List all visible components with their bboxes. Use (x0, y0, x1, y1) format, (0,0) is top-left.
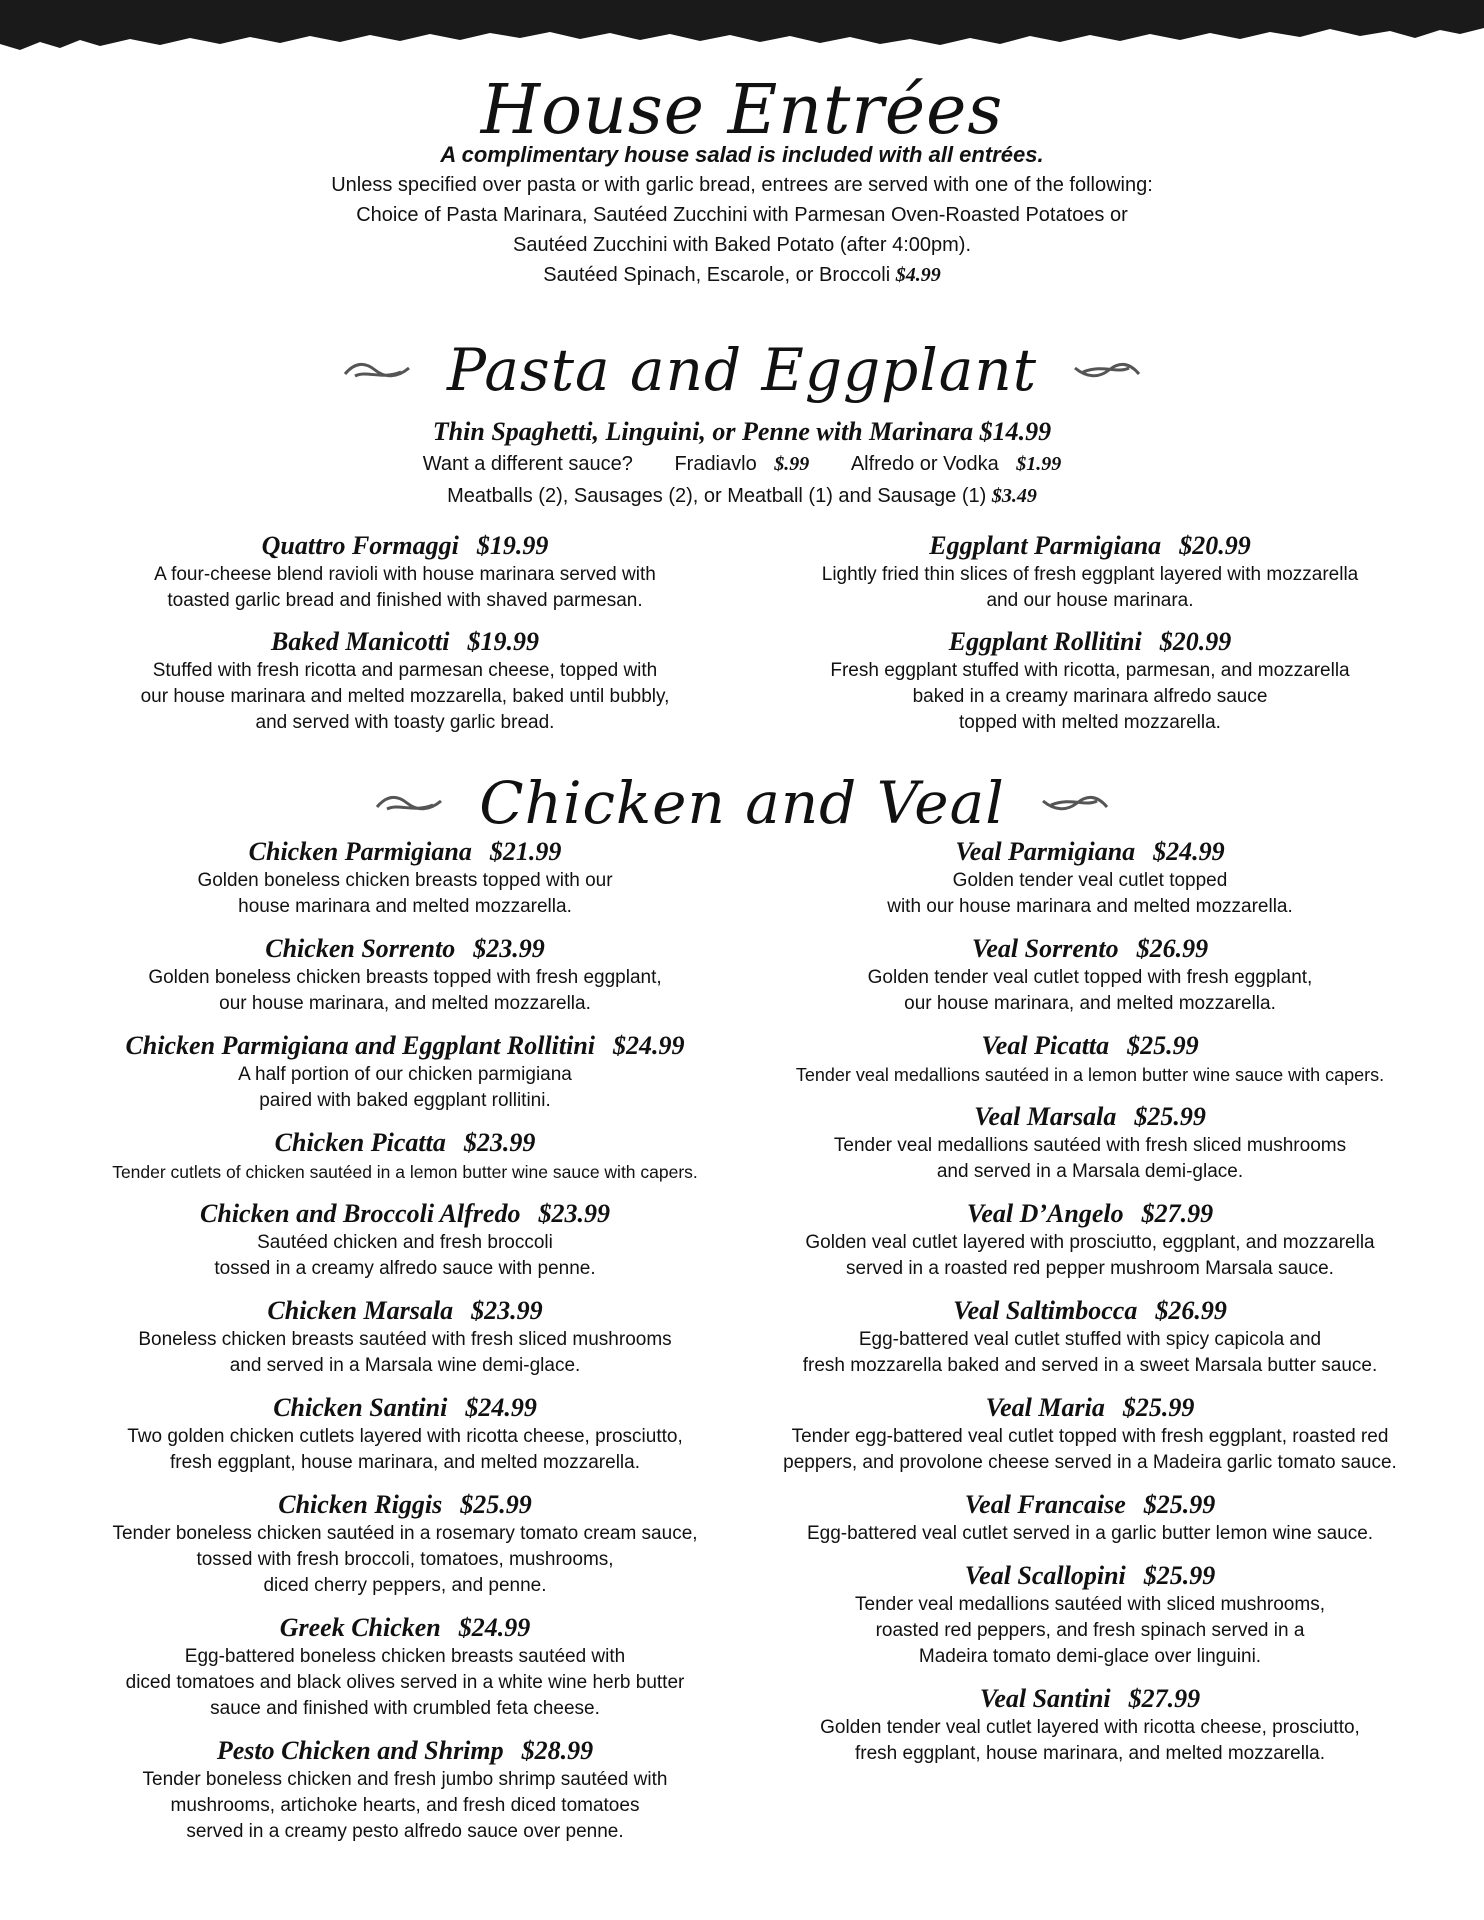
item-description: Stuffed with fresh ricotta and parmesan cheese, topped with our house marinara and melted mozzarella, baked until bubbly, and served with toasty garlic bread. (140, 660, 670, 733)
item-price: $25.99 (1143, 1490, 1216, 1519)
menu-item (740, 1101, 1440, 1185)
item-name: Greek Chicken (279, 1613, 441, 1642)
menu-item (60, 1392, 750, 1476)
item-price: $25.99 (1122, 1393, 1195, 1422)
item-name: Veal D’Angelo (966, 1199, 1124, 1228)
item-price: $20.99 (1179, 531, 1251, 560)
sauce-2-price: $1.99 (1016, 453, 1062, 475)
house-entrees-title: House Entrées (480, 71, 1004, 150)
item-description: Tender egg-battered veal cutlet topped with fresh eggplant, roasted red peppers, and provolone cheese served in a Madeira garlic tomato sauce. (783, 1426, 1397, 1473)
sauce-option-2 (839, 453, 1061, 475)
item-description: Egg-battered boneless chicken breasts sautéed with diced tomatoes and black olives served in a white wine herb butter sauce and finished with crumbled feta cheese. (125, 1646, 685, 1719)
menu-item (740, 626, 1440, 736)
sauce-options-line (0, 448, 1484, 480)
item-name: Veal Maria (985, 1393, 1105, 1422)
item-description: Golden veal cutlet layered with prosciutto, eggplant, and mozzarella served in a roasted red pepper mushroom Marsala sauce. (805, 1232, 1375, 1279)
menu-item (740, 836, 1440, 920)
item-description: Lightly fried thin slices of fresh eggplant layered with mozzarella and our house marinara. (821, 564, 1359, 611)
menu-item (60, 1295, 750, 1379)
meat-text: Meatballs (2), Sausages (2), or Meatball (1) and Sausage (1) (447, 485, 987, 507)
item-name: Veal Parmigiana (955, 837, 1136, 866)
menu-item (60, 933, 750, 1017)
item-name: Chicken Picatta (274, 1128, 446, 1157)
item-description: Golden boneless chicken breasts topped with our house marinara and melted mozzarella. (197, 870, 613, 917)
sauce-1-name: Fradiavlo (674, 453, 757, 475)
item-description: A half portion of our chicken parmigiana paired with baked eggplant rollitini. (238, 1064, 572, 1111)
sauce-label: Want a different sauce? (422, 453, 633, 475)
item-name: Quattro Formaggi (261, 531, 459, 560)
item-price: $25.99 (460, 1490, 532, 1519)
pasta-section-header (0, 335, 1484, 405)
item-price: $28.99 (521, 1736, 594, 1765)
item-name: Chicken Marsala (267, 1296, 454, 1325)
item-description: Two golden chicken cutlets layered with ricotta cheese, prosciutto, fresh eggplant, house marinara, and melted mozzarella. (127, 1426, 683, 1473)
pasta-headline: Thin Spaghetti, Linguini, or Penne with Marinara $14.99 (432, 417, 1052, 446)
item-price: $24.99 (613, 1031, 685, 1060)
menu-item (740, 1489, 1440, 1547)
item-description: Golden tender veal cutlet layered with ricotta cheese, prosciutto, fresh eggplant, house marinara, and melted mozzarella. (820, 1717, 1360, 1764)
item-name: Veal Saltimbocca (953, 1296, 1138, 1325)
pasta-right-column (740, 530, 1440, 748)
item-price: $24.99 (1153, 837, 1225, 866)
menu-item (740, 1198, 1440, 1282)
item-price: $19.99 (467, 627, 539, 656)
item-description: A four-cheese blend ravioli with house marinara served with toasted garlic bread and finished with shaved parmesan. (154, 564, 656, 611)
item-name: Veal Picatta (981, 1031, 1110, 1060)
item-description: Tender veal medallions sautéed with fresh sliced mushrooms and served in a Marsala demi-glace. (833, 1135, 1347, 1182)
item-description: Egg-battered veal cutlet stuffed with spicy capicola and fresh mozzarella baked and served in a sweet Marsala butter sauce. (802, 1329, 1378, 1376)
menu-item (60, 1030, 750, 1114)
item-name: Chicken Riggis (278, 1490, 443, 1519)
item-price: $26.99 (1155, 1296, 1227, 1325)
sauce-1-price: $.99 (774, 453, 810, 475)
menu-item (60, 1612, 750, 1722)
item-description: Sautéed chicken and fresh broccoli tossed in a creamy alfredo sauce with penne. (214, 1232, 596, 1279)
menu-item (740, 530, 1440, 614)
swash-right-ornament (1039, 789, 1111, 817)
item-name: Baked Manicotti (271, 627, 450, 656)
item-name: Veal Marsala (974, 1102, 1117, 1131)
item-description: Boneless chicken breasts sautéed with fresh sliced mushrooms and served in a Marsala wine demi-glace. (138, 1329, 672, 1376)
item-price: $23.99 (538, 1199, 610, 1228)
menu-item (740, 933, 1440, 1017)
menu-item (60, 1489, 750, 1599)
item-price: $27.99 (1141, 1199, 1214, 1228)
menu-item (740, 1030, 1440, 1088)
item-description: Golden tender veal cutlet topped with fresh eggplant, our house marinara, and melted mozzarella. (867, 967, 1313, 1014)
menu-item (60, 836, 750, 920)
item-price: $20.99 (1159, 627, 1232, 656)
item-name: Chicken and Broccoli Alfredo (200, 1199, 521, 1228)
swash-right-ornament (1071, 356, 1143, 384)
menu-item (60, 1735, 750, 1845)
item-description: Tender veal medallions sautéed with sliced mushrooms, roasted red peppers, and fresh spinach served in a Madeira tomato demi-glace over linguini. (855, 1594, 1325, 1667)
house-intro (0, 140, 1484, 290)
item-price: $23.99 (471, 1296, 543, 1325)
item-description: Tender veal medallions sautéed in a lemon butter wine sauce with capers. (795, 1065, 1385, 1085)
pasta-left-column (60, 530, 750, 748)
item-description: Tender boneless chicken sautéed in a rosemary tomato cream sauce, tossed with fresh broccoli, tomatoes, mushrooms, diced cherry peppers, and penne. (112, 1523, 698, 1596)
sides-text: Sautéed Spinach, Escarole, or Broccoli (543, 264, 891, 286)
item-price: $25.99 (1143, 1561, 1216, 1590)
item-name: Chicken Sorrento (265, 934, 456, 963)
pasta-section-title: Pasta and Eggplant (446, 336, 1038, 404)
item-name: Veal Scallopini (964, 1561, 1126, 1590)
item-description: Golden boneless chicken breasts topped with fresh eggplant, our house marinara, and melted mozzarella. (148, 967, 662, 1014)
item-name: Eggplant Parmigiana (929, 531, 1162, 560)
item-price: $23.99 (463, 1128, 536, 1157)
item-description: Fresh eggplant stuffed with ricotta, parmesan, and mozzarella baked in a creamy marinara alfredo sauce topped with melted mozzarella. (830, 660, 1350, 733)
swash-left-ornament (341, 356, 413, 384)
item-price: $19.99 (476, 531, 549, 560)
item-description: Tender boneless chicken and fresh jumbo shrimp sautéed with mushrooms, artichoke hearts, and fresh diced tomatoes served in a creamy pesto alfredo sauce over penne. (142, 1769, 668, 1842)
pasta-intro (0, 416, 1484, 512)
menu-item (740, 1392, 1440, 1476)
sauce-2-name: Alfredo or Vodka (850, 453, 999, 475)
item-description: Egg-battered veal cutlet served in a garlic butter lemon wine sauce. (806, 1523, 1374, 1544)
chicken-section-header (0, 768, 1484, 838)
menu-item (60, 1198, 750, 1282)
menu-item (740, 1683, 1440, 1767)
meat-add-line (0, 480, 1484, 512)
sides-line (0, 260, 1484, 290)
intro-line-3: Sautéed Zucchini with Baked Potato (after 4:00pm). (512, 234, 972, 256)
swash-left-ornament (373, 789, 445, 817)
item-name: Veal Francaise (964, 1490, 1126, 1519)
item-name: Chicken Parmigiana and Eggplant Rollitini (125, 1031, 596, 1060)
sauce-option-1 (662, 453, 809, 475)
torn-top-border (0, 0, 1484, 70)
item-price: $27.99 (1128, 1684, 1201, 1713)
item-price: $23.99 (473, 934, 545, 963)
intro-line-2: Choice of Pasta Marinara, Sautéed Zucchini with Parmesan Oven-Roasted Potatoes or (356, 204, 1128, 226)
item-price: $26.99 (1136, 934, 1209, 963)
item-name: Chicken Santini (273, 1393, 448, 1422)
menu-item (60, 1127, 750, 1185)
item-name: Veal Sorrento (971, 934, 1119, 963)
menu-item (740, 1560, 1440, 1670)
item-price: $24.99 (465, 1393, 537, 1422)
meat-price: $3.49 (991, 485, 1037, 507)
item-description: Tender cutlets of chicken sautéed in a lemon butter wine sauce with capers. (112, 1162, 698, 1182)
intro-line-1: Unless specified over pasta or with garlic bread, entrees are served with one of the following: (331, 174, 1153, 196)
chicken-column (60, 836, 750, 1858)
item-name: Veal Santini (979, 1684, 1111, 1713)
item-name: Eggplant Rollitini (948, 627, 1142, 656)
item-description: Golden tender veal cutlet topped with our house marinara and melted mozzarella. (887, 870, 1293, 917)
item-name: Pesto Chicken and Shrimp (216, 1736, 504, 1765)
item-price: $25.99 (1127, 1031, 1199, 1060)
house-salad-note: A complimentary house salad is included with all entrées. (440, 142, 1044, 167)
item-price: $25.99 (1134, 1102, 1206, 1131)
sides-price: $4.99 (895, 264, 941, 286)
menu-item (60, 626, 750, 736)
menu-item (740, 1295, 1440, 1379)
item-price: $21.99 (489, 837, 562, 866)
menu-item (60, 530, 750, 614)
veal-column (740, 836, 1440, 1780)
item-price: $24.99 (458, 1613, 531, 1642)
chicken-section-title: Chicken and Veal (479, 769, 1005, 837)
item-name: Chicken Parmigiana (248, 837, 472, 866)
